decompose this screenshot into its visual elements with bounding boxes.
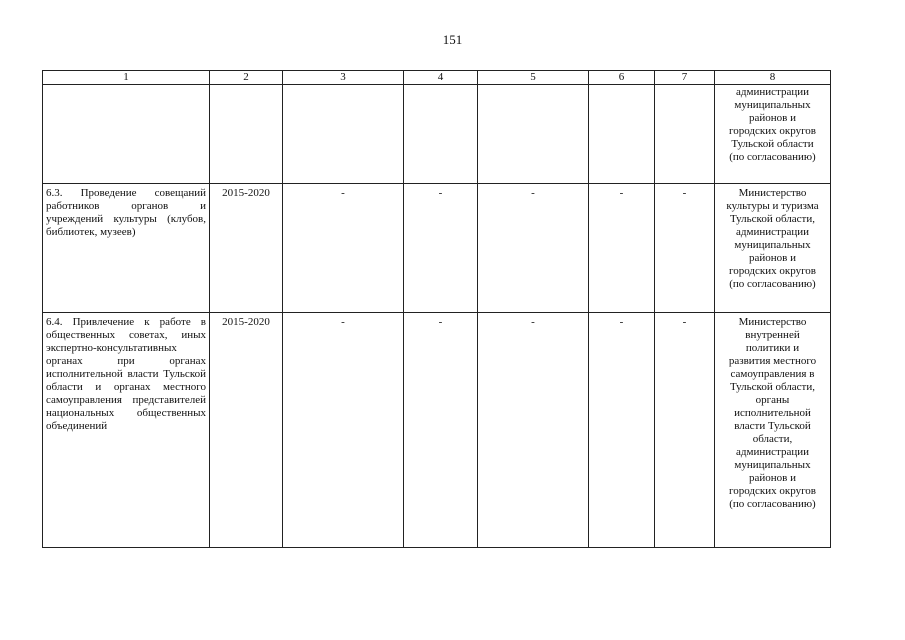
responsible-line: администрации: [736, 446, 809, 458]
header-col-5: 5: [478, 71, 589, 85]
responsible-line: (по согласованию): [729, 151, 816, 163]
responsible-line: районов и: [749, 252, 796, 264]
row-col-3: [283, 85, 404, 184]
row-col-5: -: [478, 184, 589, 313]
responsible-line: городских округов: [728, 125, 816, 137]
responsible-line: власти Тульской: [734, 420, 811, 432]
row-col-7: -: [655, 184, 715, 313]
row-col-7: -: [655, 313, 715, 548]
row-period: [210, 85, 283, 184]
responsible-line: районов и: [749, 112, 796, 124]
row-col-5: -: [478, 313, 589, 548]
row-responsible: [715, 85, 831, 184]
row-period: 2015-2020: [210, 313, 283, 548]
responsible-line: (по согласованию): [729, 498, 816, 510]
row-period: 2015-2020: [210, 184, 283, 313]
responsible-line: муниципальных: [734, 99, 811, 111]
responsible-line: районов и: [749, 472, 796, 484]
header-col-8: 8: [715, 71, 831, 85]
page-number: 151: [442, 32, 463, 47]
responsible-line: развития местного: [728, 355, 817, 367]
table-row: [43, 313, 831, 548]
table-row: [43, 184, 831, 313]
responsible-line: Министерство: [738, 187, 807, 199]
row-col-4: [404, 85, 478, 184]
row-responsible: [715, 184, 831, 313]
header-col-1: 1: [43, 71, 210, 85]
header-col-4: 4: [404, 71, 478, 85]
responsible-line: культуры и туризма: [726, 200, 819, 212]
responsible-line: Тульской области,: [729, 381, 816, 393]
row-col-7: [655, 85, 715, 184]
responsible-line: самоуправления в: [730, 368, 815, 380]
row-description: [43, 85, 210, 184]
row-description: 6.4. Привлечение к работе в общественных советах, иных экспертно-консультативных органах при органах исполнительной власти Тульской области и органах местного самоуправления представителей национальных общественных объединений: [43, 313, 210, 548]
responsible-line: администрации: [736, 86, 809, 98]
header-col-7: 7: [655, 71, 715, 85]
responsible-line: внутренней: [745, 329, 800, 341]
header-col-3: 3: [283, 71, 404, 85]
row-col-6: [589, 85, 655, 184]
row-col-4: -: [404, 184, 478, 313]
row-col-5: [478, 85, 589, 184]
row-col-6: -: [589, 184, 655, 313]
responsible-line: муниципальных: [734, 459, 811, 471]
header-col-2: 2: [210, 71, 283, 85]
responsible-line: городских округов: [728, 485, 816, 497]
responsible-line: (по согласованию): [729, 278, 816, 290]
responsible-line: органы: [755, 394, 790, 406]
responsible-line: городских округов: [728, 265, 816, 277]
responsible-line: политики и: [745, 342, 800, 354]
responsible-line: Тульской области,: [729, 213, 816, 225]
responsible-line: муниципальных: [734, 239, 811, 251]
row-col-6: -: [589, 313, 655, 548]
table-row: [43, 85, 831, 184]
row-col-3: -: [283, 313, 404, 548]
header-row: [43, 71, 831, 85]
responsible-line: области,: [752, 433, 793, 445]
row-responsible: [715, 313, 831, 548]
responsible-line: Министерство: [738, 316, 807, 328]
row-description: 6.3. Проведение совещаний работников органов и учреждений культуры (клубов, библиотек, музеев): [43, 184, 210, 313]
row-col-3: -: [283, 184, 404, 313]
measures-table: [42, 70, 831, 548]
responsible-line: администрации: [736, 226, 809, 238]
row-col-4: -: [404, 313, 478, 548]
responsible-line: исполнительной: [734, 407, 811, 419]
header-col-6: 6: [589, 71, 655, 85]
responsible-line: Тульской области: [731, 138, 814, 150]
